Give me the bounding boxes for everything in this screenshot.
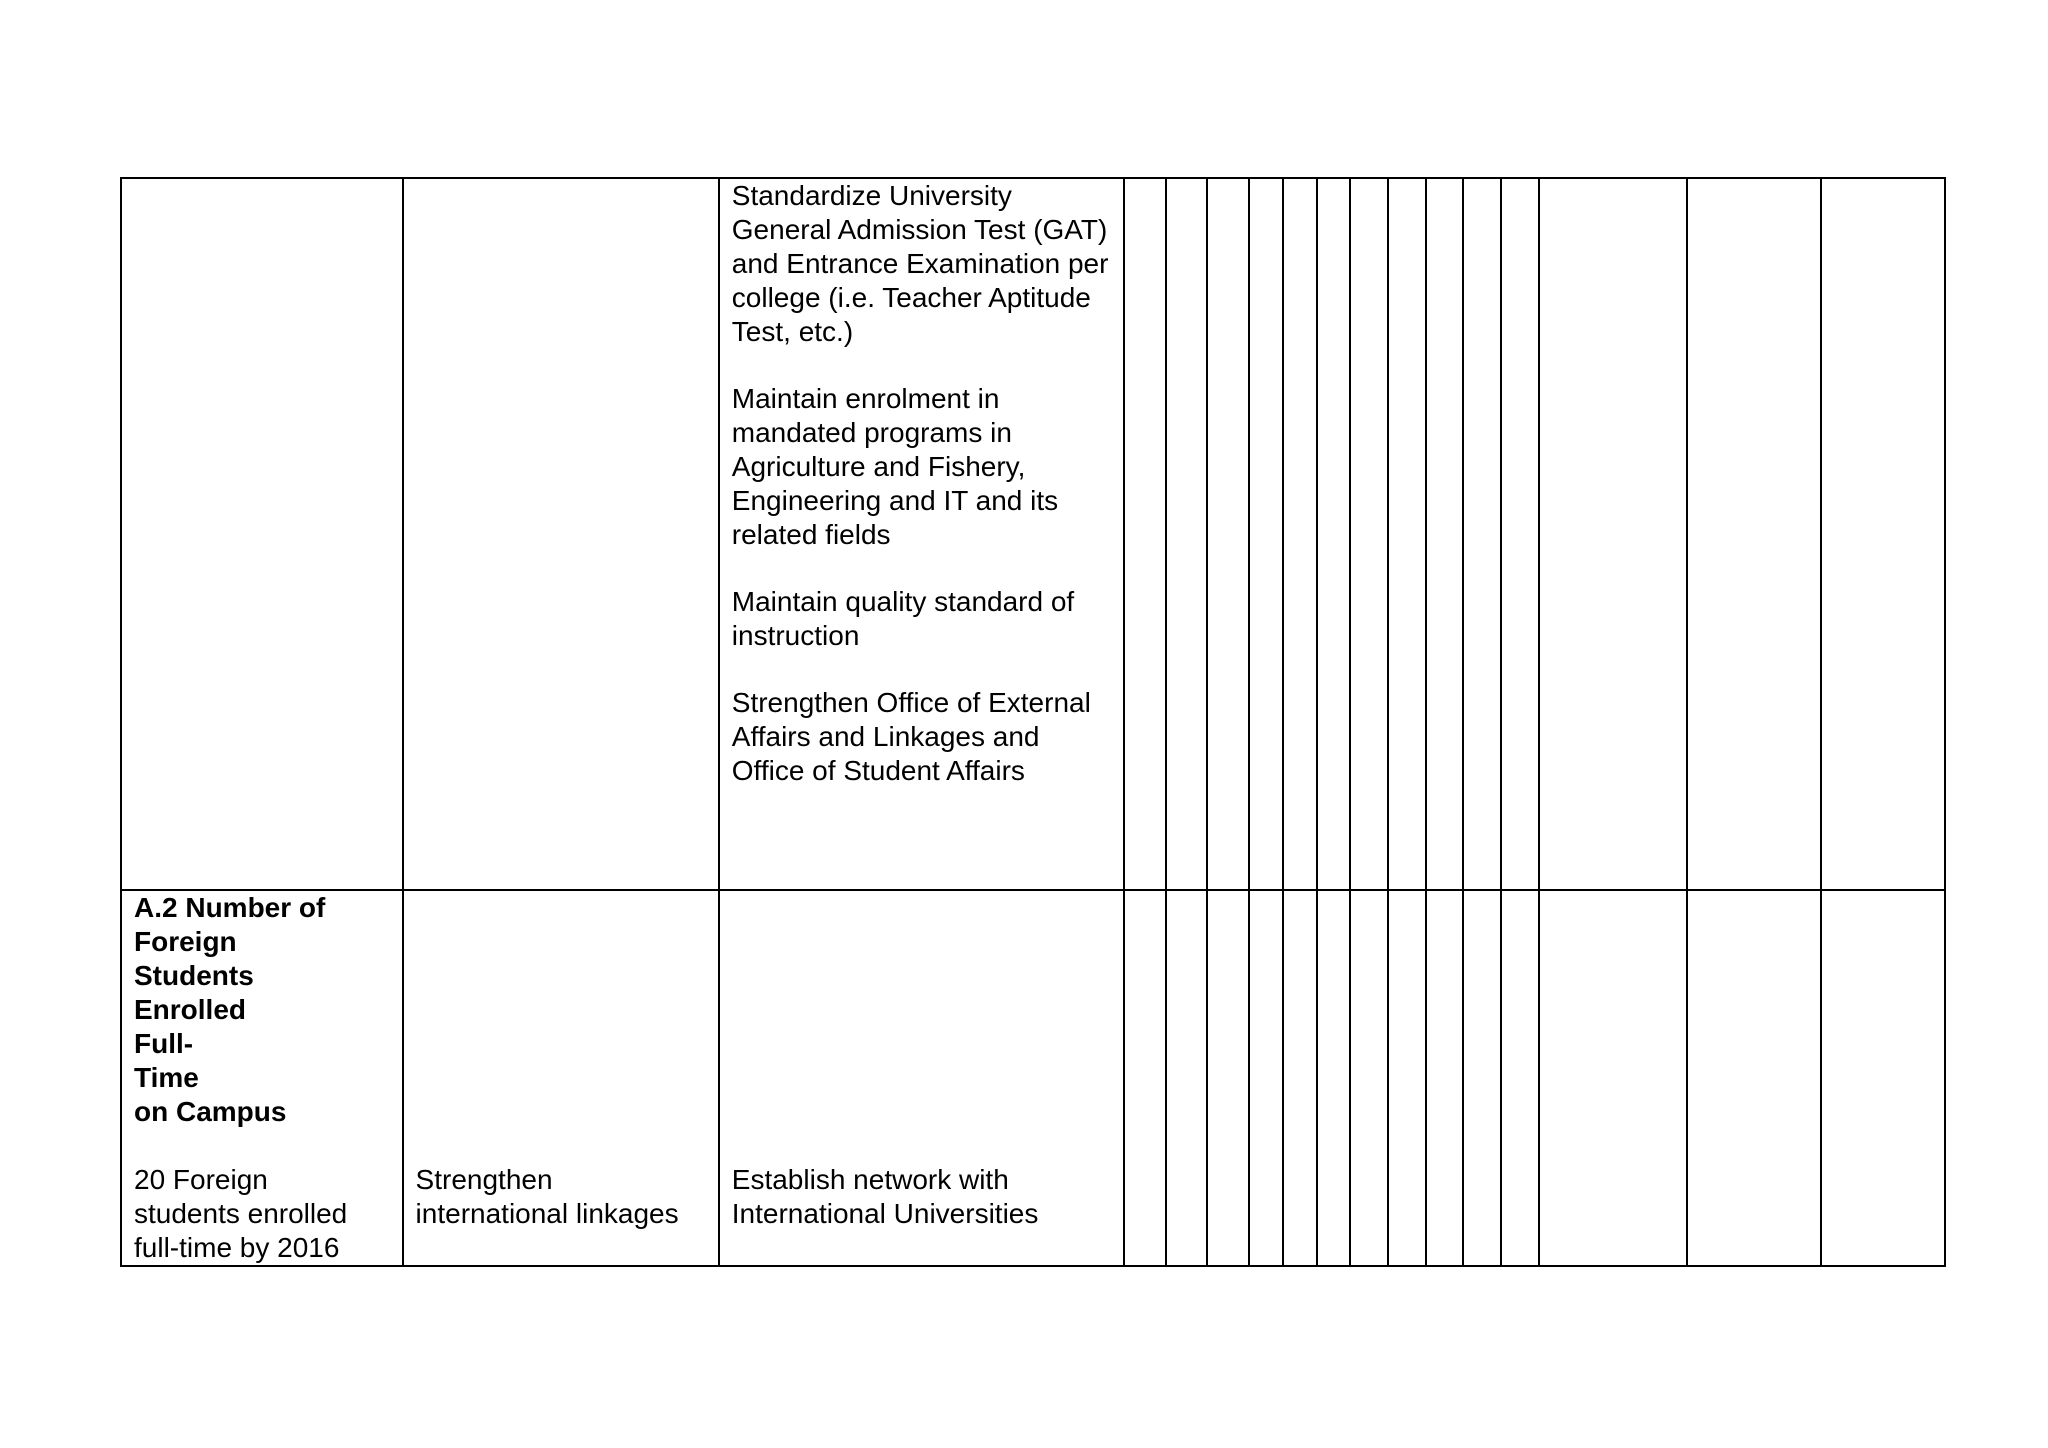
timeline-cell [1426,178,1464,890]
extra-cell [1539,890,1687,1266]
timeline-cell [1124,178,1166,890]
plan-table [120,177,1946,1267]
timeline-cell [1283,890,1317,1266]
indicator-cell [121,890,403,1266]
extra-cell [1687,178,1822,890]
timeline-cell [1463,890,1501,1266]
timeline-cell [1317,178,1351,890]
timeline-cell [1166,890,1208,1266]
timeline-cell [1501,890,1539,1266]
timeline-cell [1463,178,1501,890]
activity-text: Standardize University General Admission Test (GAT) and Entrance Examination per college (i.e. Teacher Aptitude Test, etc.) [731,180,1109,347]
target-line: 20 Foreign [134,1164,268,1195]
activity-line: Establish network with [731,1164,1009,1195]
activity-text: Maintain quality standard of instruction [731,586,1075,651]
timeline-cell [1249,890,1283,1266]
timeline-cell [1317,890,1351,1266]
extra-cell [1821,890,1945,1266]
timeline-cell [1350,178,1388,890]
extra-cell [1821,178,1945,890]
indicator-target [134,1163,390,1265]
activity-text: Strengthen Office of External Affairs and Linkages and Office of Student Affairs [731,687,1091,786]
timeline-cell [1207,890,1249,1266]
activities-cell [719,178,1124,890]
activities-cell [719,890,1124,1266]
strategy-cell [403,178,719,890]
heading-line: Full- [134,1028,194,1059]
timeline-cell [1426,890,1464,1266]
timeline-cell [1166,178,1208,890]
timeline-cell [1207,178,1249,890]
table-row [121,178,1945,890]
heading-line: on Campus [134,1096,287,1127]
timeline-cell [1350,890,1388,1266]
target-line: students enrolled [134,1198,348,1229]
heading-line: Enrolled [134,994,247,1025]
extra-cell [1687,890,1822,1266]
strategy-line: Strengthen [415,1164,553,1195]
timeline-cell [1501,178,1539,890]
activity-line: International Universities [731,1198,1039,1229]
extra-cell [1539,178,1687,890]
timeline-cell [1124,890,1166,1266]
indicator-cell [121,178,403,890]
timeline-cell [1388,890,1426,1266]
timeline-cell [1283,178,1317,890]
heading-line: Foreign [134,926,237,957]
strategy-cell [403,890,719,1266]
target-line: full-time by 2016 [134,1232,340,1263]
table-row [121,890,1945,1266]
strategy-line: international linkages [415,1198,679,1229]
timeline-cell [1249,178,1283,890]
heading-line: A.2 Number of [134,892,326,923]
heading-line: Students [134,960,254,991]
activity-text: Maintain enrolment in mandated programs in Agriculture and Fishery, Engineering and IT and its related fields [731,383,1059,550]
indicator-heading [134,891,390,1129]
heading-line: Time [134,1062,199,1093]
timeline-cell [1388,178,1426,890]
